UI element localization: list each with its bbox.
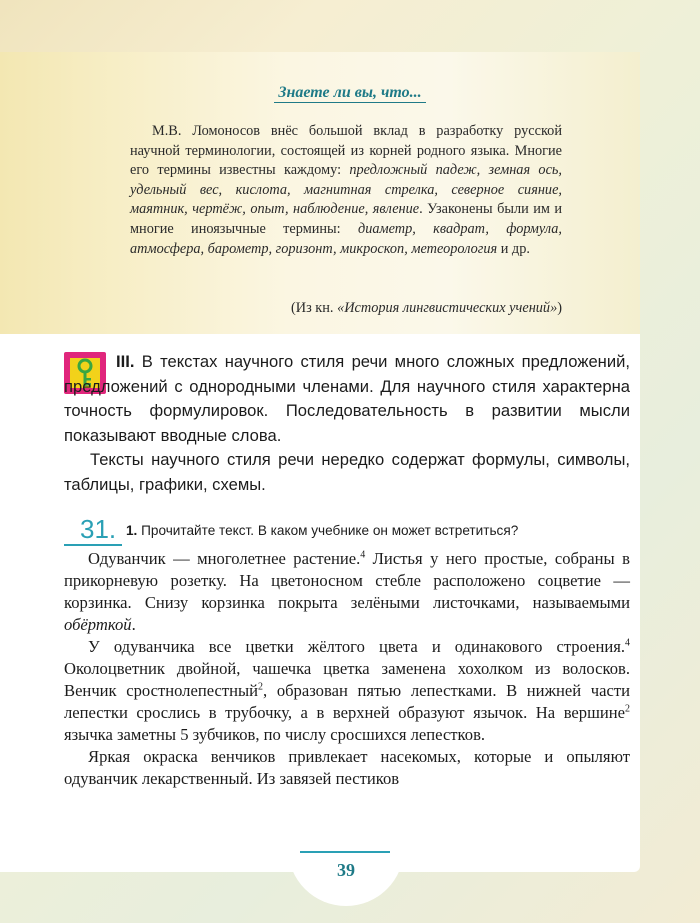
did-you-know-text: М.В. Ломоносов внёс большой вклад в разработку русской научной терминологии, состоящей из корней родного языка. Многие его термины известны каждому: предложный падеж, земная ось, удельный вес, кислота, магнитная стрелка, северное сияние, маятник, чертёж, опыт, наблюдение, явление. Узаконены были им и многие иноязычные термины: диаметр, квадрат, формула, атмосфера, барометр, горизонт, микроскоп, метеорология и др.	[130, 123, 563, 257]
rule-text	[64, 350, 630, 498]
exercise-paragraph-3: Яркая окраска венчиков привлекает насекомых, которые и опыляют одуванчик лекарственный. Из завязей пестиков	[64, 747, 630, 788]
did-you-know-source: (Из кн. «История лингвистических учений»)	[291, 300, 562, 316]
exercise-paragraph-1: Одуванчик — многолетнее растение.$^4$ Листья у него простые, собраны в прикорневую розетку. На цветоносном стебле расположено соцветие — корзинка. Снизу корзинка покрыта зелёными листочками, называемыми обёрткой.	[64, 549, 630, 634]
rule-paragraph-1: III. В текстах научного стиля речи много сложных предложений, предложений с однородными членами. Для научного стиля характерна точность формулировок. Последовательность в развитии мысли показывают вводные слова.	[64, 352, 630, 445]
page-number-rule	[300, 851, 390, 853]
exercise-task: 1. Прочитайте текст. В каком учебнике он может встретиться?	[126, 523, 519, 538]
exercise-text	[64, 548, 630, 790]
page-number: 39	[337, 860, 355, 880]
exercise-header	[64, 514, 630, 546]
exercise-paragraph-2: У одуванчика все цветки жёлтого цвета и одинакового строения.$^4$ Околоцветник двойной, чашечка цветка заменена хохолком из волосков. Венчик сростнолепестный$^2$, образован пятью лепестками. В нижней части лепестки срослись в трубочку, а в верхней образуют язычок. На вершине$^2$ язычка заметны 5 зубчиков, по числу сросшихся лепестков.	[64, 637, 631, 744]
exercise-number-underline	[64, 544, 122, 546]
exercise-number: 31.	[80, 514, 117, 544]
did-you-know-title: Знаете ли вы, что...	[0, 84, 700, 102]
rule-paragraph-2: Тексты научного стиля речи нередко содержат формулы, символы, таблицы, графики, схемы.	[64, 450, 630, 494]
